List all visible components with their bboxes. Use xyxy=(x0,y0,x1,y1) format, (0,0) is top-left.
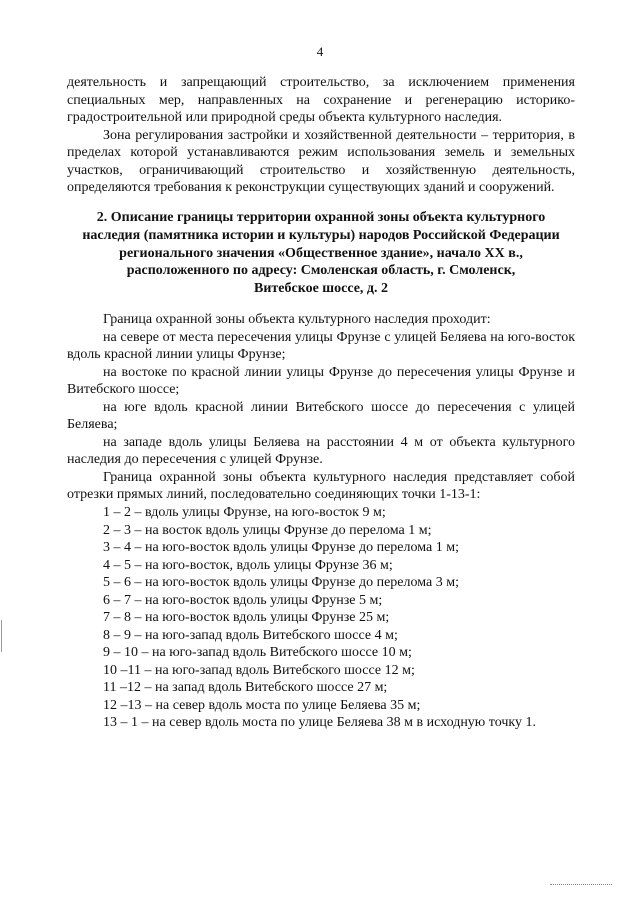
segment-item: 3 – 4 – на юго-восток вдоль улицы Фрунзе до перелома 1 м; xyxy=(103,540,459,555)
scan-dotted-mark xyxy=(550,884,612,885)
segment-item: 9 – 10 – на юго-запад вдоль Витебского шоссе 10 м; xyxy=(103,645,412,660)
boundary-line: Граница охранной зоны объекта культурного наследия представляет собой xyxy=(103,469,575,485)
intro-line: Зона регулирования застройки и хозяйственной деятельности – территория, в xyxy=(103,127,575,143)
heading-line: наследия (памятника истории и культуры) народов Российской Федерации xyxy=(82,227,560,243)
boundary-line: Граница охранной зоны объекта культурного наследия проходит: xyxy=(103,312,491,327)
boundary-line: Беляева; xyxy=(67,417,118,432)
segment-item: 6 – 7 – на юго-восток вдоль улицы Фрунзе 5 м; xyxy=(103,592,383,608)
segment-item: 8 – 9 – на юго-запад вдоль Витебского шоссе 4 м; xyxy=(103,627,398,643)
boundary-line: на востоке по красной линии улицы Фрунзе до пересечения улицы Фрунзе и xyxy=(103,364,575,380)
boundary-line: на западе вдоль улицы Беляева на расстоянии 4 м от объекта культурного xyxy=(103,434,575,450)
segment-item: 1 – 2 – вдоль улицы Фрунзе, на юго-восток 9 м; xyxy=(103,505,386,520)
boundary-line: на севере от места пересечения улицы Фрунзе с улицей Беляева на юго-восток xyxy=(103,329,575,345)
heading-line: регионального значения «Общественное здание», начало XX в., xyxy=(119,245,523,261)
segment-item: 10 –11 – на юго-запад вдоль Витебского шоссе 12 м; xyxy=(103,662,415,678)
boundary-line: вдоль красной линии улицы Фрунзе; xyxy=(67,347,286,362)
heading-line: 2. Описание границы территории охранной зоны объекта культурного xyxy=(96,210,546,225)
intro-line: пределах которой устанавливаются режим использования земель и земельных xyxy=(67,145,575,160)
intro-line: градостроительной или природной среды объекта культурного наследия. xyxy=(67,110,503,125)
heading-line: Витебское шоссе, д. 2 xyxy=(253,281,389,297)
segment-item: 2 – 3 – на восток вдоль улицы Фрунзе до перелома 1 м; xyxy=(103,522,432,538)
boundary-line: на юге вдоль красной линии Витебского шоссе до пересечения с улицей xyxy=(103,399,575,415)
intro-line: участков, ограничивающий строительство и хозяйственную деятельность, xyxy=(67,162,575,178)
segment-item: 13 – 1 – на север вдоль моста по улице Беляева 38 м в исходную точку 1. xyxy=(103,715,536,730)
boundary-line: отрезки прямых линий, последовательно соединяющих точки 1-13-1: xyxy=(67,487,481,502)
boundary-line: Витебского шоссе; xyxy=(67,382,180,397)
boundary-line: наследия до пересечения с улицей Фрунзе. xyxy=(67,452,323,467)
intro-line: деятельность и запрещающий строительство, за исключением применения xyxy=(67,75,575,90)
intro-paragraphs xyxy=(67,74,575,197)
heading-line: расположенного по адресу: Смоленская область, г. Смоленск, xyxy=(126,263,516,279)
segment-item: 12 –13 – на север вдоль моста по улице Беляева 35 м; xyxy=(103,697,421,713)
section-heading xyxy=(67,209,575,298)
segment-item: 7 – 8 – на юго-восток вдоль улицы Фрунзе 25 м; xyxy=(103,610,390,625)
page-number: 4 xyxy=(316,44,324,59)
segment-list xyxy=(67,504,575,732)
boundary-description xyxy=(67,311,575,504)
segment-item: 4 – 5 – на юго-восток, вдоль улицы Фрунзе 36 м; xyxy=(103,557,393,573)
intro-line: специальных мер, направленных на сохранение и регенерацию историко- xyxy=(67,92,575,108)
scan-edge-mark xyxy=(1,620,2,652)
intro-line: определяются требования к реконструкции существующих зданий и сооружений. xyxy=(67,180,555,195)
segment-item: 11 –12 – на запад вдоль Витебского шоссе 27 м; xyxy=(103,680,388,695)
segment-item: 5 – 6 – на юго-восток вдоль улицы Фрунзе до перелома 3 м; xyxy=(103,575,459,590)
